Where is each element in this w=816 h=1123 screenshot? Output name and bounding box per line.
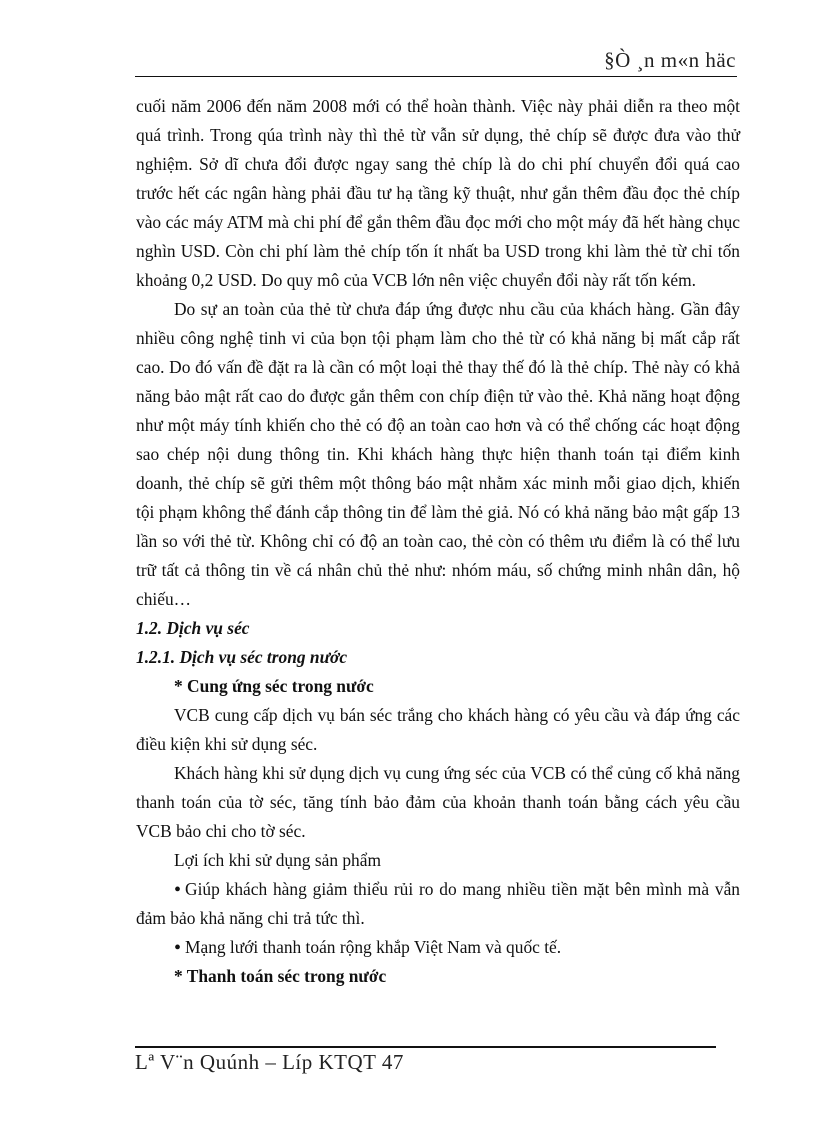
heading-cheque-supply: * Cung ứng séc trong nước [174,676,374,696]
bullet-text: Giúp khách hàng giảm thiểu rủi ro do mang nhiều tiền mặt bên mình mà vẫn đảm bảo khả năng chi trả tức thì. [136,879,740,928]
paragraph-product-benefits: Lợi ích khi sử dụng sản phẩm [174,850,381,870]
paragraph-blank-cheque: VCB cung cấp dịch vụ bán séc trắng cho khách hàng có yêu cầu và đáp ứng các điều kiện khi sử dụng séc. [136,705,740,754]
paragraph-chip-security: Do sự an toàn của thẻ từ chưa đáp ứng được nhu cầu của khách hàng. Gần đây nhiều công nghệ tinh vi của bọn tội phạm làm cho thẻ từ có khả năng bị mất cắp rất cao. Do đó vấn đề đặt ra là cần có một loại thẻ thay thế đó là thẻ chíp. Thẻ này có khả năng bảo mật rất cao do được gắn thêm con chíp điện tử vào thẻ. Khả năng hoạt động như một máy tính khiến cho thẻ có độ an toàn cao hơn và có thể chống các hoạt động sao chép nội dung thông tin. Khi khách hàng thực hiện thanh toán tại điểm kinh doanh, thẻ chíp sẽ gửi thêm một thông báo mật nhằm xác minh mỗi giao dịch, khiến tội phạm không thể đánh cắp thông tin để làm thẻ giả. Nó có khả năng bảo mật gấp 13 lần so với thẻ từ. Không chỉ có độ an toàn cao, thẻ còn có thêm ưu điểm là có thể lưu trữ tất cả thông tin về cá nhân chủ thẻ như: nhóm máu, số chứng minh nhân dân, hộ chiếu… [136,299,740,609]
page-header-title: §Ò ¸n m«n häc [604,48,736,72]
footer-divider [135,1046,716,1048]
paragraph-cheque-guarantee: Khách hàng khi sử dụng dịch vụ cung ứng séc của VCB có thể củng cố khả năng thanh toán của tờ séc, tăng tính bảo đảm của khoản thanh toán bằng cách yêu cầu VCB bảo chi cho tờ séc. [136,763,740,841]
bullet-item [136,875,740,933]
document-body [136,92,740,991]
header-divider [135,76,737,77]
page-footer-author: Lª V¨n Quúnh – Líp KTQT 47 [135,1050,404,1074]
heading-cheque-payment: * Thanh toán séc trong nước [174,966,387,986]
bullet-item [136,933,740,962]
bullet-dot-icon: • [174,879,182,901]
subsection-heading-domestic-cheque: 1.2.1. Dịch vụ séc trong nước [136,647,348,667]
section-heading-cheque-services: 1.2. Dịch vụ séc [136,618,250,638]
paragraph-chip-conversion: cuối năm 2006 đến năm 2008 mới có thể hoàn thành. Việc này phải diễn ra theo một quá trình. Trong qúa trình này thì thẻ từ vẫn sử dụng, thẻ chíp sẽ được đưa vào thử nghiệm. Sở dĩ chưa đổi được ngay sang thẻ chíp là do chi phí chuyển đổi quá cao trước hết các ngân hàng phải đầu tư hạ tầng kỹ thuật, như gắn thêm đầu đọc thẻ chíp vào các máy ATM mà chi phí để gắn thêm đầu đọc mới cho một máy đã hết hàng chục nghìn USD. Còn chi phí làm thẻ chíp tốn ít nhất ba USD trong khi làm thẻ từ chỉ tốn khoảng 0,2 USD. Do quy mô của VCB lớn nên việc chuyển đổi này rất tốn kém. [136,96,740,290]
bullet-dot-icon: • [174,937,182,959]
bullet-text: Mạng lưới thanh toán rộng khắp Việt Nam và quốc tế. [185,937,562,957]
